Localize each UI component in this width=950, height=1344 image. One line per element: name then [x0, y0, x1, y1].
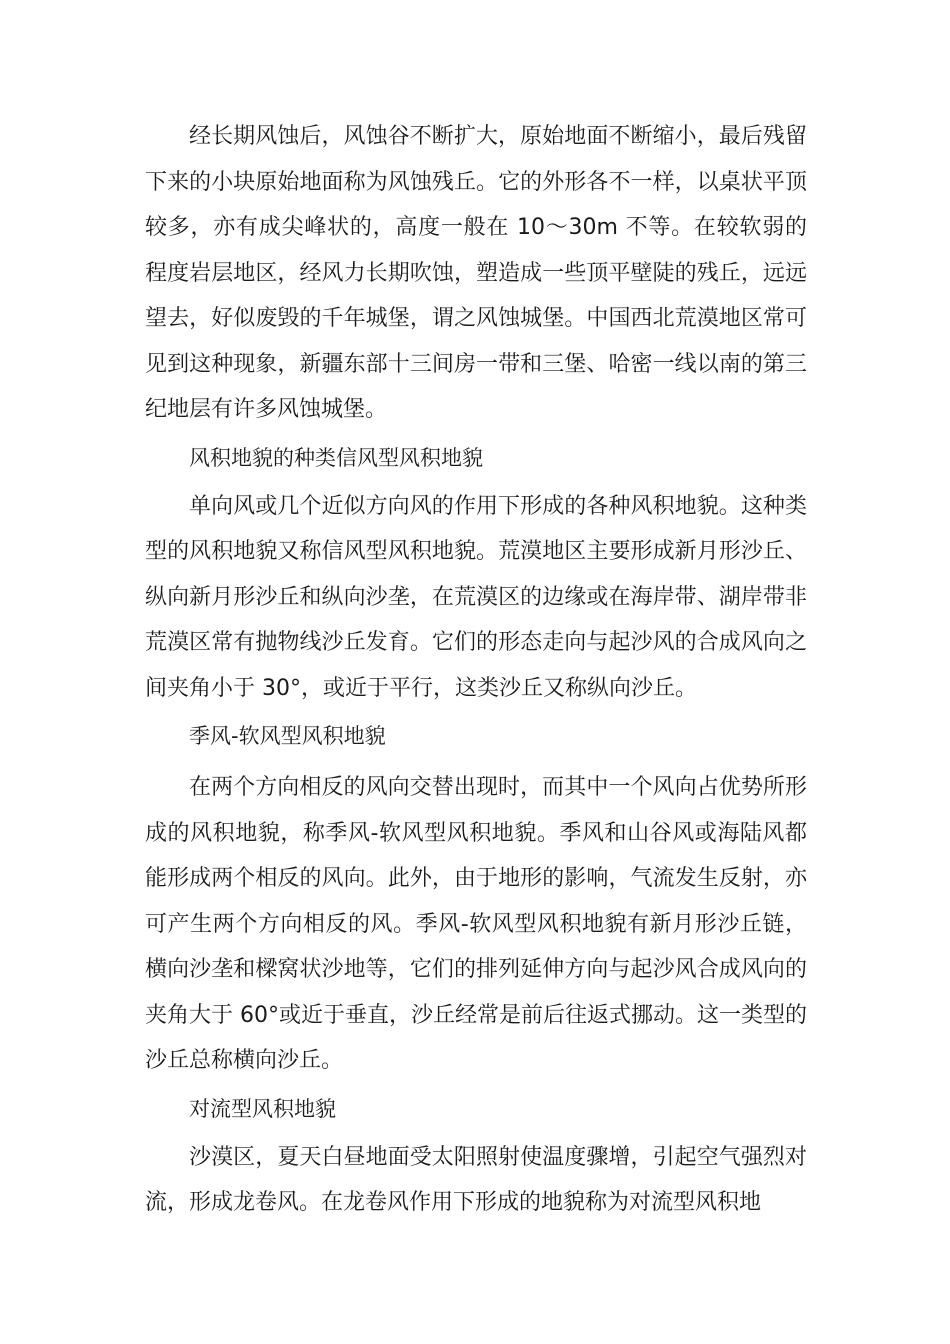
paragraph-wind-erosion-remnants: 经长期风蚀后，风蚀谷不断扩大，原始地面不断缩小，最后残留下来的小块原始地面称为风蚀残丘。它的外形各不一样，以桌状平顶较多，亦有成尖峰状的，高度一般在 10～30m 不等。在较软弱的程度岩层地区，经风力长期吹蚀，塑造成一些顶平壁陡的残丘，远远望去，好似废毁的千年城堡，谓之风蚀城堡。中国西北荒漠地区常可见到这种现象，新疆东部十三间房一带和三堡、哈密一线以南的第三纪地层有许多风蚀城堡。 [145, 124, 807, 422]
paragraph-monsoon-landforms: 在两个方向相反的风向交替出现时，而其中一个风向占优势所形成的风积地貌，称季风-软风型风积地貌。季风和山谷风或海陆风都能形成两个相反的风向。此外，由于地形的影响，气流发生反射，亦可产生两个方向相反的风。季风-软风型风积地貌有新月形沙丘链，横向沙垄和樑窝状沙地等，它们的排列延伸方向与起沙风合成风向的夹角大于 60°或近于垂直，沙丘经常是前后往返式挪动。这一类型的沙丘总称横向沙丘。 [145, 775, 807, 1073]
heading-convection-landforms: 对流型风积地貌 [189, 1096, 336, 1121]
document-body [145, 114, 807, 1226]
paragraph-trade-wind-landforms: 单向风或几个近似方向风的作用下形成的各种风积地貌。这种类型的风积地貌又称信风型风积地貌。荒漠地区主要形成新月形沙丘、纵向新月形沙丘和纵向沙垄，在荒漠区的边缘或在海岸带、湖岸带非荒漠区常有抛物线沙丘发育。它们的形态走向与起沙风的合成风向之间夹角小于 30°，或近于平行，这类沙丘又称纵向沙丘。 [145, 493, 807, 701]
heading-monsoon-landforms: 季风-软风型风积地貌 [189, 724, 386, 748]
heading-trade-wind-landforms: 风积地貌的种类信风型风积地貌 [189, 445, 483, 470]
paragraph-convection-landforms: 沙漠区，夏天白昼地面受太阳照射使温度骤增，引起空气强烈对流，形成龙卷风。在龙卷风作用下形成的地貌称为对流型风积地 [145, 1144, 807, 1215]
